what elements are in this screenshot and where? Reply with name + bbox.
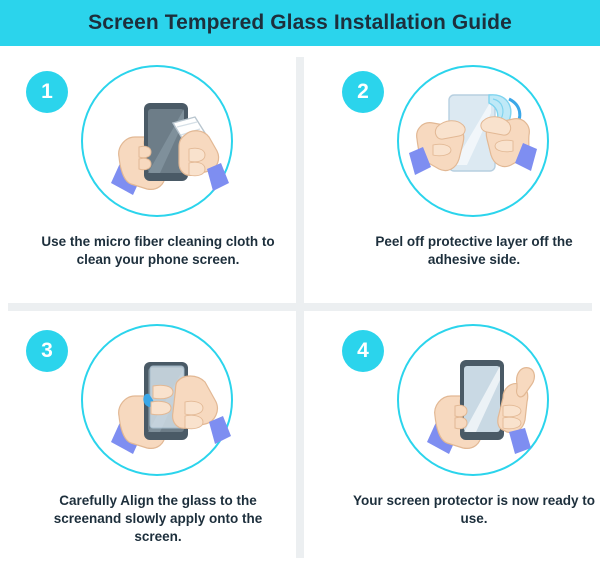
step-4-illustration	[334, 318, 600, 486]
step-1-number-badge: 1	[26, 71, 68, 113]
step-1-caption: Use the micro fiber cleaning cloth to clean your phone screen.	[33, 233, 283, 269]
step-2-illustration	[334, 59, 600, 227]
steps-grid	[0, 49, 600, 566]
step-3-caption: Carefully Align the glass to the screenand slowly apply onto the screen.	[33, 492, 283, 547]
step-4-number-badge: 4	[342, 330, 384, 372]
step-3-illustration	[18, 318, 298, 486]
step-card-3	[0, 308, 316, 566]
step-2-caption: Peel off protective layer off the adhesive side.	[349, 233, 599, 269]
hand-aligning-glass-on-phone-icon	[81, 324, 233, 476]
hand-holding-phone-thumbs-up-icon	[397, 324, 549, 476]
hand-holding-phone-with-cloth-icon	[81, 65, 233, 217]
step-card-1	[0, 49, 316, 308]
two-hands-peeling-film-icon	[397, 65, 549, 217]
step-3-number-badge: 3	[26, 330, 68, 372]
step-1-illustration	[18, 59, 298, 227]
step-card-2	[316, 49, 600, 308]
step-2-number-badge: 2	[342, 71, 384, 113]
step-4-caption: Your screen protector is now ready to use.	[349, 492, 599, 528]
step-card-4	[316, 308, 600, 566]
poster-header	[0, 0, 600, 49]
page-title: Screen Tempered Glass Installation Guide	[88, 11, 512, 35]
